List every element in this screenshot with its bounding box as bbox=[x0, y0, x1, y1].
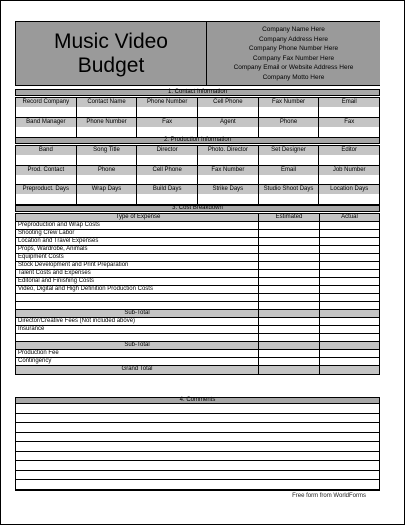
estimated-subtotal[interactable] bbox=[259, 342, 320, 349]
field-label: Song Title bbox=[77, 146, 137, 155]
company-info bbox=[206, 22, 380, 85]
field-label: Location Days bbox=[319, 185, 379, 194]
field-label: Contact Name bbox=[77, 98, 137, 107]
field-input[interactable] bbox=[259, 194, 319, 204]
field-label: Director bbox=[137, 146, 197, 155]
estimated-input[interactable] bbox=[259, 270, 320, 277]
grand-total-row bbox=[16, 366, 379, 374]
comment-line[interactable] bbox=[16, 423, 379, 433]
comment-line[interactable] bbox=[16, 433, 379, 443]
field-label: Fax Number bbox=[259, 98, 319, 107]
expense-label: Shooting Crew Labor bbox=[16, 230, 259, 237]
section-comments-heading: 4. Comments bbox=[15, 397, 380, 404]
actual-input[interactable] bbox=[320, 358, 379, 365]
estimated-grand-total[interactable] bbox=[259, 366, 320, 374]
form-title-line-2: Budget bbox=[77, 53, 145, 77]
actual-input[interactable] bbox=[320, 326, 379, 333]
company-motto: Company Motto Here bbox=[262, 73, 325, 81]
estimated-header: Estimated bbox=[259, 214, 320, 221]
field-input[interactable] bbox=[77, 107, 137, 117]
field-label: Record Company bbox=[16, 98, 76, 107]
expense-label: Talent Costs and Expenses bbox=[16, 270, 259, 277]
expense-row bbox=[16, 254, 379, 262]
expense-label[interactable] bbox=[16, 334, 259, 341]
comment-line[interactable] bbox=[16, 404, 379, 414]
comment-line[interactable] bbox=[16, 461, 379, 471]
expense-label: Director/Creative Fees (Not included above) bbox=[16, 318, 259, 325]
actual-input[interactable] bbox=[320, 286, 379, 293]
field-label: Photo. Director bbox=[198, 146, 258, 155]
contact-row-2 bbox=[15, 117, 380, 138]
field-label: Job Number bbox=[319, 166, 379, 175]
footer-credit: Free form from WorldForms bbox=[292, 493, 366, 499]
expense-label: Insurance bbox=[16, 326, 259, 333]
field-input[interactable] bbox=[259, 127, 319, 137]
actual-input[interactable] bbox=[320, 294, 379, 301]
actual-grand-total[interactable] bbox=[320, 366, 379, 374]
field-input[interactable] bbox=[137, 155, 197, 165]
expense-label: Stock Development and Print Preparation bbox=[16, 262, 259, 269]
field-label: Phone bbox=[259, 118, 319, 127]
field-input[interactable] bbox=[77, 155, 137, 165]
actual-input[interactable] bbox=[320, 262, 379, 269]
field-label: Email bbox=[259, 166, 319, 175]
actual-input[interactable] bbox=[320, 334, 379, 341]
expense-label: Location and Travel Expenses bbox=[16, 238, 259, 245]
comment-line[interactable] bbox=[16, 442, 379, 452]
actual-input[interactable] bbox=[320, 318, 379, 325]
grand-total-label: Grand Total bbox=[16, 366, 259, 374]
expense-row bbox=[16, 246, 379, 254]
subtotal-label: Sub-Total bbox=[16, 310, 259, 317]
field-input[interactable] bbox=[198, 107, 258, 117]
expense-row bbox=[16, 278, 379, 286]
field-label: Build Days bbox=[137, 185, 197, 194]
field-label: Strike Days bbox=[198, 185, 258, 194]
field-input[interactable] bbox=[16, 155, 76, 165]
expense-label: Preproduction and Wrap Costs bbox=[16, 222, 259, 229]
comments-area[interactable] bbox=[15, 404, 380, 491]
section-production-heading: 2. Production Information bbox=[15, 137, 380, 144]
production-row-1 bbox=[15, 145, 380, 166]
field-input[interactable] bbox=[16, 127, 76, 137]
actual-subtotal[interactable] bbox=[320, 342, 379, 349]
subtotal-row bbox=[16, 310, 379, 318]
contact-row-1 bbox=[15, 97, 380, 118]
production-row-2 bbox=[15, 165, 380, 186]
estimated-input[interactable] bbox=[259, 350, 320, 357]
field-label: Studio Shoot Days bbox=[259, 185, 319, 194]
section-cost-heading: 3. Cost Breakdown bbox=[15, 205, 380, 212]
estimated-input[interactable] bbox=[259, 262, 320, 269]
actual-subtotal[interactable] bbox=[320, 310, 379, 317]
estimated-input[interactable] bbox=[259, 318, 320, 325]
expense-row bbox=[16, 262, 379, 270]
company-phone: Company Phone Number Here bbox=[248, 45, 339, 52]
expense-row bbox=[16, 230, 379, 238]
expense-row bbox=[16, 326, 379, 334]
estimated-input[interactable] bbox=[259, 230, 320, 237]
field-label: Set Designer bbox=[259, 146, 319, 155]
expense-row bbox=[16, 302, 379, 310]
estimated-input[interactable] bbox=[259, 358, 320, 365]
field-label: Email bbox=[319, 98, 379, 107]
actual-input[interactable] bbox=[320, 302, 379, 309]
field-label: Band bbox=[16, 146, 76, 155]
actual-input[interactable] bbox=[320, 278, 379, 285]
subtotal-label: Sub-Total bbox=[16, 342, 259, 349]
comment-line[interactable] bbox=[16, 414, 379, 424]
field-label: Cell Phone bbox=[198, 98, 258, 107]
expense-label[interactable] bbox=[16, 294, 259, 301]
field-input[interactable] bbox=[137, 194, 197, 204]
actual-input[interactable] bbox=[320, 270, 379, 277]
field-input[interactable] bbox=[259, 107, 319, 117]
expense-row bbox=[16, 286, 379, 294]
expense-row bbox=[16, 238, 379, 246]
field-label: Prod. Contact bbox=[16, 166, 76, 175]
estimated-input[interactable] bbox=[259, 294, 320, 301]
comment-line[interactable] bbox=[16, 471, 379, 481]
expense-row bbox=[16, 270, 379, 278]
expense-header-row bbox=[16, 214, 379, 222]
actual-input[interactable] bbox=[320, 350, 379, 357]
field-label: Phone bbox=[77, 166, 137, 175]
form-title-line-1: Music Video bbox=[53, 29, 168, 53]
comment-line[interactable] bbox=[16, 480, 379, 490]
expense-table bbox=[15, 213, 380, 375]
expense-label: Production Fee bbox=[16, 350, 259, 357]
actual-input[interactable] bbox=[320, 238, 379, 245]
estimated-input[interactable] bbox=[259, 246, 320, 253]
company-address: Company Address Here bbox=[258, 35, 328, 43]
field-label: Phone Number bbox=[137, 98, 197, 107]
expense-label: Equipment Costs bbox=[16, 254, 259, 261]
expense-label: Props, Wardrobe, Animals bbox=[16, 246, 259, 253]
expense-row bbox=[16, 222, 379, 230]
expense-type-header: Type of Expense bbox=[16, 214, 259, 221]
expense-row bbox=[16, 358, 379, 366]
estimated-input[interactable] bbox=[259, 222, 320, 229]
expense-row bbox=[16, 318, 379, 326]
expense-label: Editorial and Finishing Costs bbox=[16, 278, 259, 285]
section-contact-heading: 1. Contact Information bbox=[15, 89, 380, 96]
comment-line[interactable] bbox=[16, 452, 379, 462]
field-input[interactable] bbox=[137, 107, 197, 117]
production-row-3 bbox=[15, 184, 380, 205]
field-input[interactable] bbox=[319, 107, 379, 117]
actual-input[interactable] bbox=[320, 230, 379, 237]
field-label: Phone Number bbox=[77, 118, 137, 127]
estimated-subtotal[interactable] bbox=[259, 310, 320, 317]
field-input[interactable] bbox=[319, 155, 379, 165]
company-fax: Company Fax Number Here bbox=[252, 54, 335, 62]
field-input[interactable] bbox=[77, 194, 137, 204]
form-header bbox=[15, 21, 380, 86]
field-input[interactable] bbox=[198, 155, 258, 165]
expense-label: Video, Digital and High Definition Production Costs bbox=[16, 286, 259, 293]
actual-input[interactable] bbox=[320, 254, 379, 261]
estimated-input[interactable] bbox=[259, 286, 320, 293]
expense-row bbox=[16, 334, 379, 342]
field-label: Cell Phone bbox=[137, 166, 197, 175]
field-label: Wrap Days bbox=[77, 185, 137, 194]
field-input[interactable] bbox=[77, 127, 137, 137]
estimated-input[interactable] bbox=[259, 238, 320, 245]
field-input[interactable] bbox=[198, 127, 258, 137]
expense-label[interactable] bbox=[16, 302, 259, 309]
expense-label: Contingency bbox=[16, 358, 259, 365]
form-title bbox=[16, 22, 206, 85]
field-input[interactable] bbox=[319, 194, 379, 204]
field-input[interactable] bbox=[137, 127, 197, 137]
field-label: Fax bbox=[137, 118, 197, 127]
estimated-input[interactable] bbox=[259, 334, 320, 341]
company-name: Company Name Here bbox=[262, 26, 325, 33]
field-label: Agent bbox=[198, 118, 258, 127]
estimated-input[interactable] bbox=[259, 278, 320, 285]
estimated-input[interactable] bbox=[259, 302, 320, 309]
field-input[interactable] bbox=[319, 127, 379, 137]
actual-header: Actual bbox=[341, 214, 358, 220]
field-input[interactable] bbox=[16, 107, 76, 117]
estimated-input[interactable] bbox=[259, 326, 320, 333]
subtotal-row bbox=[16, 342, 379, 350]
field-label: Band Manager bbox=[16, 118, 76, 127]
expense-row bbox=[16, 350, 379, 358]
field-input[interactable] bbox=[198, 194, 258, 204]
actual-input[interactable] bbox=[320, 246, 379, 253]
estimated-input[interactable] bbox=[259, 254, 320, 261]
field-input[interactable] bbox=[259, 155, 319, 165]
field-label: Editor bbox=[319, 146, 379, 155]
actual-input[interactable] bbox=[320, 222, 379, 229]
field-label: Fax bbox=[319, 118, 379, 127]
field-label: Fax Number bbox=[198, 166, 258, 175]
field-label: Preproduct. Days bbox=[16, 185, 76, 194]
field-input[interactable] bbox=[16, 194, 76, 204]
expense-row bbox=[16, 294, 379, 302]
company-email: Company Email or Website Address Here bbox=[233, 64, 354, 71]
